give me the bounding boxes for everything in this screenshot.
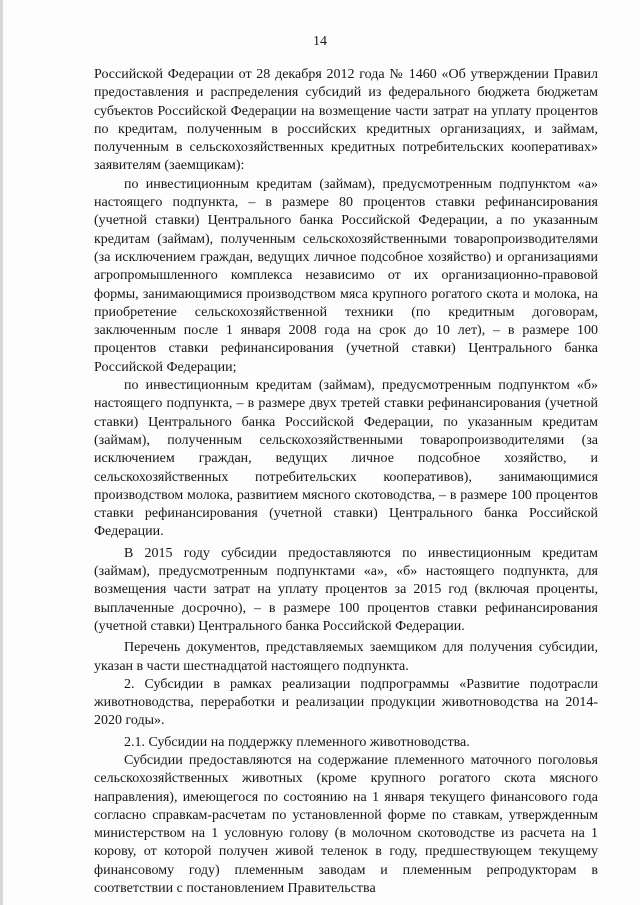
paragraph-subitem-a: по инвестиционным кредитам (займам), предусмотренным подпунктом «а» настоящего подпункта, – в размере 80 процентов ставки рефинансирования (учетной ставки) Центрального банка Российской Федерации, а по указанным кредитам (займам), полученным сельскохозяйственными товаропроизводителями (за исключением граждан, ведущих личное подсобное хозяйство) и организациями агропромышленного комплекса независимо от их организационно-правовой формы, занимающимися производством мяса крупного рогатого скота и молока, на приобретение сельскохозяйственной техники (по кредитным договорам, заключенным после 1 января 2008 года на срок до 10 лет), – в размере 100 процентов ставки рефинансирования (учетной ставки) Центрального банка Российской Федерации; (94, 176, 598, 375)
paragraph-subitem-b: по инвестиционным кредитам (займам), предусмотренным подпунктом «б» настоящего подпункта, – в размере двух третей ставки рефинансирования (учетной ставки) Центрального банка Российской Федерации, по указанным кредитам (займам), полученным сельскохозяйственными товаропроизводителями (за исключением граждан, ведущих личное подсобное хозяйство, и сельскохозяйственных потребительских кооперативов), занимающимися производством молока, развитием мясного скотоводства, – в размере 100 процентов ставки рефинансирования (учетной ставки) Центрального банка Российской Федерации. (94, 378, 598, 540)
paragraph-documents-list: Перечень документов, представляемых заемщиком для получения субсидии, указан в части шестнадцатой настоящего подпункта. (94, 640, 598, 674)
paragraph-section-2: 2. Субсидии в рамках реализации подпрограммы «Развитие подотрасли животноводства, переработки и реализации продукции животноводства на 2014-2020 годы». (94, 676, 598, 729)
paragraph-2015-subsidies: В 2015 году субсидии предоставляются по инвестиционным кредитам (займам), предусмотренным подпунктами «а», «б» настоящего подпункта, для возмещения части затрат на уплату процентов за 2015 год (включая проценты, выплаченные досрочно), – в размере 100 процентов ставки рефинансирования (учетной ставки) Центрального банка Российской Федерации. (94, 545, 598, 634)
document-body (94, 66, 598, 898)
paragraph-intro: Российской Федерации от 28 декабря 2012 года № 1460 «Об утверждении Правил предоставления и распределения субсидий из федерального бюджета бюджетам субъектов Российской Федерации на возмещение части затрат на уплату процентов по кредитам, полученным в российских кредитных организациях, и займам, полученным в сельскохозяйственных кредитных потребительских кооперативах» заявителям (заемщикам): (94, 67, 598, 174)
paragraph-section-2-1: 2.1. Субсидии на поддержку племенного животноводства. (124, 734, 470, 750)
paragraph-breeding-subsidies: Субсидии предоставляются на содержание племенного маточного поголовья сельскохозяйственных животных (кроме крупного рогатого скота мясного направления), имеющегося по состоянию на 1 января текущего финансового года согласно справкам-расчетам по установленной форме по ставкам, утвержденным министерством на 1 условную голову (в молочном скотоводстве из расчета на 1 корову, от которой получен живой теленок в году, предшествующем текущему финансовому году) племенным заводам и племенным репродукторам в соответствии с постановлением Правительства (94, 752, 598, 897)
page-number: 14 (313, 34, 327, 49)
page-edge-shadow (0, 0, 3, 905)
